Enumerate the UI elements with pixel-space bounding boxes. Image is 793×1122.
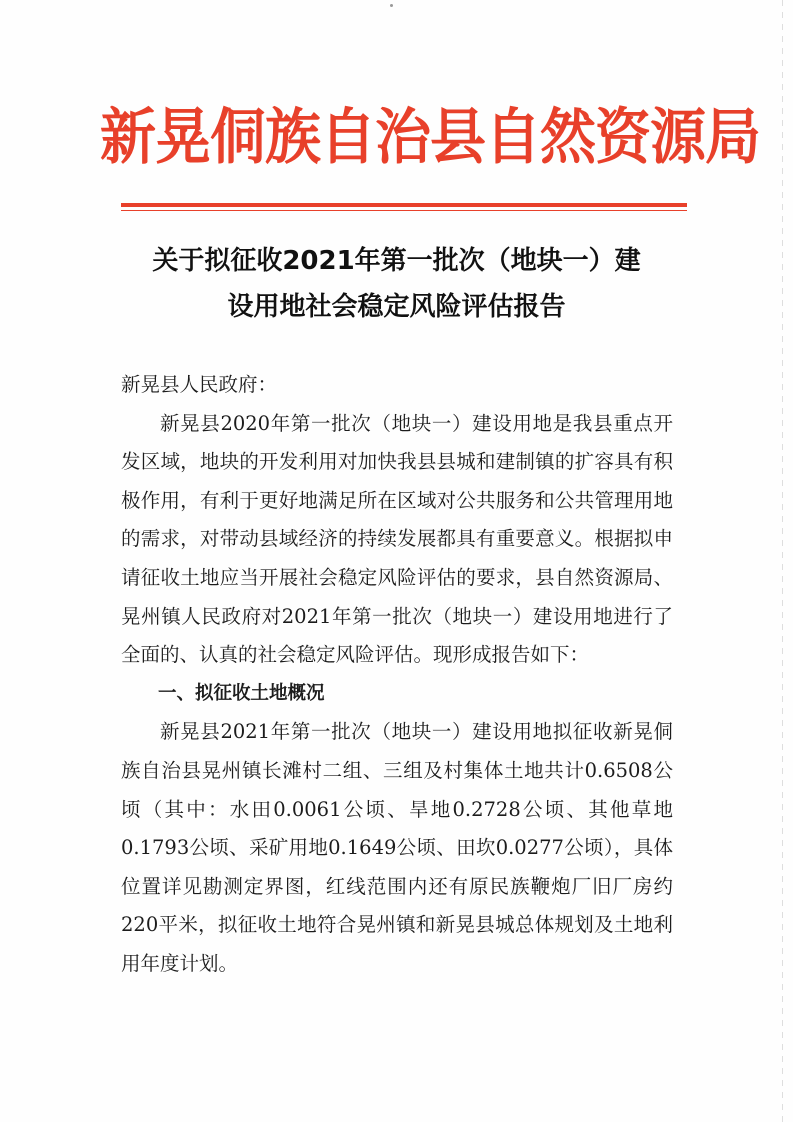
document-title	[110, 238, 683, 330]
letterhead-red-rule	[121, 203, 687, 207]
salutation: 新晃县人民政府：	[121, 373, 278, 396]
paragraph-intro: 新晃县2020年第一批次（地块一）建设用地是我县重点开发区域，地块的开发利用对加快我县县城和建制镇的扩容具有积极作用，有利于更好地满足所在区域对公共服务和公共管理用地的需求，对带动县域经济的持续发展都具有重要意义。根据拟申请征收土地应当开展社会稳定风险评估的要求，县自然资源局、晃州镇人民政府对2021年第一批次（地块一）建设用地进行了全面的、认真的社会稳定风险评估。现形成报告如下：	[121, 411, 673, 667]
section-heading-1: 一、拟征收土地概况	[158, 682, 325, 704]
letterhead-red-rule-thin	[121, 210, 687, 211]
document-title-line-2: 设用地社会稳定风险评估报告	[227, 292, 566, 322]
letterhead-org-name: 新晃侗族自治县自然资源局	[100, 101, 760, 173]
scan-edge-line	[782, 0, 783, 1122]
document-body	[121, 366, 673, 984]
document-title-line-1: 关于拟征收2021年第一批次（地块一）建	[152, 246, 641, 276]
paragraph-land-overview: 新晃县2021年第一批次（地块一）建设用地拟征收新晃侗族自治县晃州镇长滩村二组、三组及村集体土地共计0.6508公顷（其中：水田0.0061公顷、旱地0.2728公顷、其他草地0.1793公顷、采矿用地0.1649公顷、田坎0.0277公顷），具体位置详见勘测定界图，红线范围内还有原民族鞭炮厂旧厂房约220平米，拟征收土地符合晃州镇和新晃县城总体规划及土地利用年度计划。	[121, 720, 673, 975]
scan-dot	[390, 4, 393, 7]
